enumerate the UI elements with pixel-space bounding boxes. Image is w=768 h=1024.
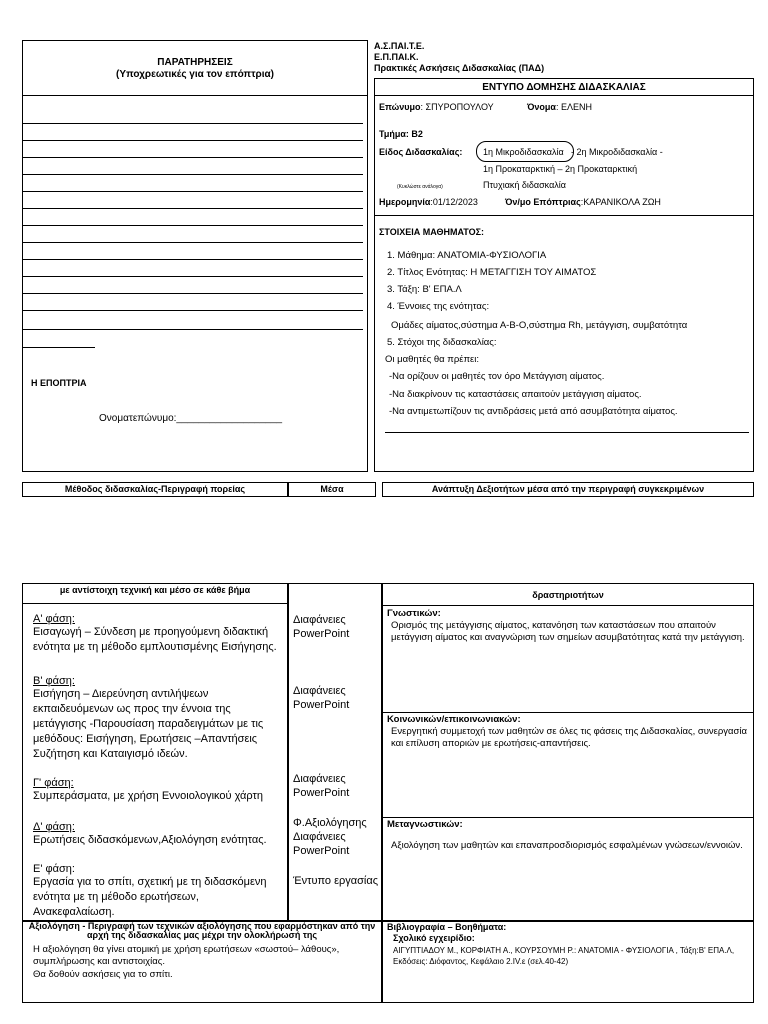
- social-body: Ενεργητική συμμετοχή των μαθητών σε όλες τις φάσεις της Διδασκαλίας, συνεργασία και επίλυση αποριών με ερωτήσεις-απαντήσεις.: [391, 726, 747, 749]
- org-line-1: Α.Σ.ΠΑΙ.Τ.Ε.: [374, 41, 425, 51]
- cognitive-title: Γνωστικών:: [387, 608, 441, 619]
- phase-d-media: Φ.Αξιολόγησης Διαφάνειες PowerPoint: [293, 817, 367, 857]
- textbook-reference: ΑΙΓΥΠΤΙΑΔΟΥ Μ., ΚΟΡΦΙΑΤΗ Α., ΚΟΥΡΣΟΥΜΗ Ρ.: ΑΝΑΤΟΜΙΑ - ΦΥΣΙΟΛΟΓΙΑ , Τάξη:Β' ΕΠΑ.Λ, Εκδόσεις: Διόφαντος, Κεφάλαιο 2.IV.ε (σελ.40-42): [393, 946, 735, 966]
- phase-a-body: Εισαγωγή – Σύνδεση με προηγούμενη διδακτική ενότητα με τη μέθοδο εμπλουτισμένης Εισήγησης.: [33, 626, 277, 653]
- org-line-2: Ε.Π.ΠΑΙ.Κ.: [374, 52, 419, 62]
- skills-header-cell: [382, 482, 754, 497]
- phase-c: [33, 777, 279, 804]
- lesson-grade: 3. Τάξη: Β' ΕΠΑ.Λ: [387, 284, 462, 295]
- surname-value: : ΣΠΥΡΟΠΟΥΛΟΥ: [420, 102, 494, 112]
- phase-b-body: Εισήγηση – Διερεύνηση αντιλήψεων εκπαιδευόμενων ως προς την έννοια της μετάγγισης -Παρουσίαση παραδειγμάτων με τις μεθόδους: Εισήγηση, Ερωτήσεις –Απαντήσεις Συζήτηση και Καταιγισμό ιδεών.: [33, 688, 264, 760]
- textbook-label: Σχολικό εγχειρίδιο:: [393, 933, 475, 943]
- phase-b-media: Διαφάνειες PowerPoint: [293, 685, 350, 711]
- blank-line[interactable]: [23, 191, 363, 192]
- phase-d-body: Ερωτήσεις διδασκόμενων,Αξιολόγηση ενότητας.: [33, 834, 267, 846]
- observations-subtitle: (Υποχρεωτικές για τον επόπτρια): [116, 69, 274, 80]
- method-column: [22, 583, 288, 921]
- metacognitive-title: Μεταγνωστικών:: [387, 819, 463, 830]
- phase-b: [33, 675, 279, 762]
- teaching-type-option-1[interactable]: 1η Μικροδιδασκαλία: [483, 147, 564, 157]
- date-label: Ημερομηνία: [379, 197, 431, 207]
- date-row: [379, 197, 478, 207]
- goal-3: -Να αντιμετωπίζουν τις αντιδράσεις μετά από ασυμβατότητα αίματος.: [389, 406, 678, 417]
- org-line-3: Πρακτικές Ασκήσεις Διδασκαλίας (ΠΑΔ): [374, 63, 545, 73]
- students-should: Οι μαθητές θα πρέπει:: [385, 354, 480, 365]
- evaluation-body-1: Η αξιολόγηση θα γίνει ατομική με χρήση ερωτήσεων «σωστού– λάθους», συμπλήρωσης και αντιστοιχίας.: [33, 944, 340, 967]
- media-header-cell: [288, 482, 376, 497]
- blank-line[interactable]: [23, 123, 363, 124]
- phase-e-media: Έντυπο εργασίας: [293, 875, 379, 887]
- supervisor-label: Η ΕΠΟΠΤΡΙΑ: [31, 378, 87, 388]
- form-title-divider: [375, 95, 753, 96]
- skills-header: Ανάπτυξη Δεξιοτήτων μέσα από την περιγραφή συγκεκριμένων: [431, 484, 705, 494]
- phase-c-body: Συμπεράσματα, με χρήση Εννοιολογικού χάρτη: [33, 790, 263, 802]
- phase-d: [33, 821, 279, 848]
- lesson-heading: ΣΤΟΙΧΕΙΑ ΜΑΘΗΜΑΤΟΣ:: [379, 227, 484, 237]
- evaluation-body-2: Θα δοθούν ασκήσεις για το σπίτι.: [33, 969, 173, 980]
- form-title: ΕΝΤΥΠΟ ΔΟΜΗΣΗΣ ΔΙΔΑΣΚΑΛΙΑΣ: [482, 82, 646, 93]
- phase-e-title: Ε' φάση:: [33, 863, 75, 875]
- blank-line[interactable]: [23, 310, 363, 311]
- teaching-type-label: Είδος Διδασκαλίας:: [379, 147, 463, 157]
- phase-d-title: Δ' φάση:: [33, 821, 75, 833]
- blank-line[interactable]: [23, 259, 363, 260]
- observations-divider: [23, 95, 367, 96]
- supervisor-field-value: :ΚΑΡΑΝΙΚΟΛΑ ΖΩΗ: [580, 197, 661, 207]
- bibliography-box: [382, 921, 754, 1003]
- social-divider: [383, 817, 753, 818]
- method-header-divider: [23, 603, 287, 604]
- blank-line[interactable]: [23, 208, 363, 209]
- blank-line[interactable]: [23, 242, 363, 243]
- blank-line[interactable]: [23, 225, 363, 226]
- identity-divider: [375, 215, 753, 216]
- supervisor-field-label: Όν/μο Επόπτριας: [505, 197, 581, 207]
- goal-1: -Να ορίζουν οι μαθητές τον όρο Μετάγγιση αίματος.: [389, 371, 605, 382]
- teaching-type-option-2[interactable]: - 2η Μικροδιδασκαλία -: [571, 147, 663, 157]
- skills-column: [382, 583, 754, 921]
- goal-2: -Να διακρίνουν τις καταστάσεις απαιτούν μετάγγιση αίματος.: [389, 389, 642, 400]
- blank-line[interactable]: [23, 140, 363, 141]
- blank-line[interactable]: [23, 329, 363, 330]
- method-header: Μέθοδος διδασκαλίας-Περιγραφή πορείας: [64, 484, 246, 494]
- supervisor-row: [505, 197, 661, 207]
- blank-line[interactable]: [23, 293, 363, 294]
- lesson-subject: 1. Μάθημα: ΑΝΑΤΟΜΙΑ-ΦΥΣΙΟΛΟΓΙΑ: [387, 250, 547, 261]
- method-header-cont: με αντίστοιχη τεχνική και μέσο σε κάθε βήμα: [59, 585, 251, 595]
- metacognitive-body: Αξιολόγηση των μαθητών και επαναπροσδιορισμός εσφαλμένων γνώσεων/εννοιών.: [391, 840, 743, 851]
- teaching-type-option-4[interactable]: Πτυχιακή διδασκαλία: [483, 180, 566, 190]
- phase-c-title: Γ' φάση:: [33, 777, 74, 789]
- blank-line[interactable]: [23, 276, 363, 277]
- supervisor-name-field[interactable]: Ονοματεπώνυμο:___________________: [99, 413, 283, 424]
- phase-b-title: Β' φάση:: [33, 675, 75, 687]
- method-header-cell: [22, 482, 288, 497]
- surname-label: Επώνυμο: [379, 102, 421, 112]
- lesson-concepts: Ομάδες αίματος,σύστημα Α-Β-Ο,σύστημα Rh, μετάγγιση, συμβατότητα: [391, 320, 688, 331]
- bibliography-title: Βιβλιογραφία – Βοηθήματα:: [387, 922, 507, 932]
- cognitive-body: Ορισμός της μετάγγισης αίματος, κατανόηση των καταστάσεων που απαιτούν μετάγγιση αίματος και αναγνώριση των σημείων ασυμβατότητας κατά την μετάγγιση.: [391, 620, 745, 643]
- firstname-value: : ΕΛΕΝΗ: [555, 102, 592, 112]
- cognitive-divider: [383, 712, 753, 713]
- section-label: Τμήμα: Β2: [379, 129, 423, 139]
- lesson-goals-label: 5. Στόχοι της διδασκαλίας:: [387, 337, 497, 348]
- evaluation-box: [22, 921, 382, 1003]
- media-column: [288, 583, 382, 921]
- lesson-form-box: [374, 78, 754, 472]
- circle-note: (Κυκλώστε ανάλογα): [397, 184, 443, 190]
- blank-line[interactable]: [23, 347, 95, 348]
- evaluation-title: Αξιολόγηση - Περιγραφή των τεχνικών αξιολόγησης που εφαρμόστηκαν από την αρχή της διδασκαλίας μας μέχρι την ολοκλήρωσή της: [28, 921, 376, 940]
- phase-c-media: Διαφάνειες PowerPoint: [293, 773, 350, 799]
- phase-e: [33, 863, 279, 920]
- social-title: Κοινωνικών/επικοινωνιακών:: [387, 714, 521, 725]
- observations-box: [22, 40, 368, 472]
- phase-a-media: Διαφάνειες PowerPoint: [293, 614, 350, 640]
- firstname-row: [527, 102, 592, 112]
- teaching-type-option-3[interactable]: 1η Προκαταρκτική – 2η Προκαταρκτική: [483, 164, 638, 174]
- lesson-concepts-label: 4. Έννοιες της ενότητας:: [387, 301, 490, 312]
- blank-line[interactable]: [23, 157, 363, 158]
- surname-row: [379, 102, 494, 112]
- phase-a-title: Α' φάση:: [33, 613, 75, 625]
- goals-underline: [385, 432, 749, 433]
- phase-e-body: Εργασία για το σπίτι, σχετική με τη διδασκόμενη ενότητα με τη μέθοδο ερωτήσεων, Ανακεφαλαίωση.: [33, 876, 267, 918]
- media-header: Μέσα: [320, 484, 344, 494]
- activities-header: δραστηριοτήτων: [532, 590, 604, 600]
- blank-line[interactable]: [23, 174, 363, 175]
- observations-title: ΠΑΡΑΤΗΡΗΣΕΙΣ: [157, 57, 233, 68]
- lesson-unit-title: 2. Τίτλος Ενότητας: Η ΜΕΤΑΓΓΙΣΗ ΤΟΥ ΑΙΜΑΤΟΣ: [387, 267, 597, 278]
- activities-divider: [383, 605, 753, 606]
- phase-a: [33, 613, 279, 655]
- date-value: :01/12/2023: [430, 197, 478, 207]
- firstname-label: Όνομα: [527, 102, 556, 112]
